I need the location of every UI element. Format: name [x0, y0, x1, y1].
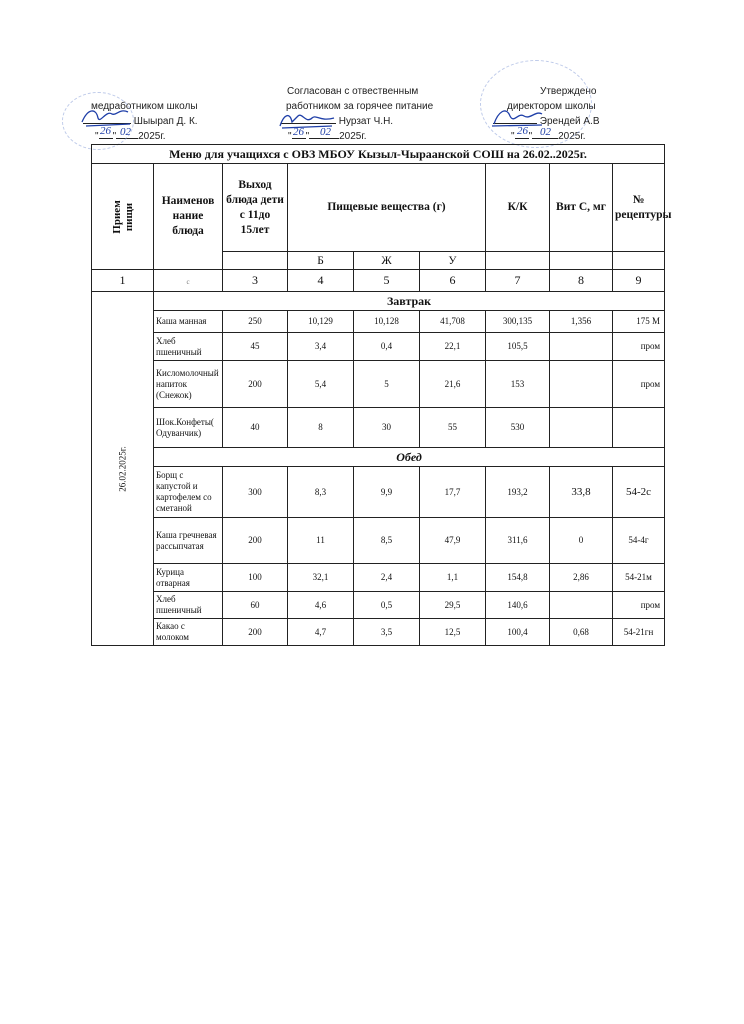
- approval-right-line1: Утверждено: [540, 86, 597, 97]
- menu-title: Меню для учащихся с ОВЗ МБОУ Кызыл-Чыраанской СОШ на 26.02..2025г.: [92, 145, 665, 164]
- table-row: Хлеб пшеничный 60 4,6 0,5 29,5 140,6 пром: [92, 592, 665, 619]
- approval-right-name: Эрендей А.В: [539, 116, 600, 127]
- col-number: 7: [486, 270, 550, 292]
- col-meal-header: Прием пищи: [92, 164, 154, 270]
- approval-center-name: Нурзат Ч.Н.: [338, 116, 394, 127]
- menu-table: [91, 144, 672, 646]
- table-row: Кисломолочный напиток (Снежок) 200 5,4 5 21,6 153 пром: [92, 361, 665, 408]
- approval-left-role: медработником школы: [91, 101, 198, 112]
- table-row: Шок.Конфеты( Одуванчик) 40 8 30 55 530: [92, 408, 665, 448]
- col-kk-header: К/К: [486, 164, 550, 252]
- table-row: Хлеб пшеничный 45 3,4 0,4 22,1 105,5 пром: [92, 333, 665, 361]
- handwritten-right-day: 26: [517, 125, 528, 137]
- approval-right-role: директором школы: [507, 101, 596, 112]
- table-row: Каша манная 250 10,129 10,128 41,708 300,135 1,356 175 М: [92, 311, 665, 333]
- col-number: 1: [92, 270, 154, 292]
- stamp-left: [62, 92, 134, 150]
- handwritten-center-month: 02: [320, 126, 331, 138]
- col-number: 6: [420, 270, 486, 292]
- table-row: Какао с молоком 200 4,7 3,5 12,5 100,4 0,68 54-21гн: [92, 619, 665, 646]
- col-number: 5: [354, 270, 420, 292]
- col-dish-header: Наименов нание блюда: [154, 164, 223, 270]
- col-nutrients-header: Пищевые вещества (г): [288, 164, 486, 252]
- col-u-header: У: [420, 252, 486, 270]
- col-number-stray-mark: c: [154, 270, 223, 292]
- col-number: 4: [288, 270, 354, 292]
- stamp-right: [480, 60, 592, 148]
- col-zh-header: Ж: [354, 252, 420, 270]
- section-breakfast: Завтрак: [154, 292, 665, 311]
- approval-right-date: " " 2025г.: [511, 131, 586, 142]
- col-output-header: Выход блюда дети с 11до 15лет: [223, 164, 288, 252]
- table-row: Курица отварная 100 32,1 2,4 1,1 154,8 2,86 54-21м: [92, 564, 665, 592]
- table-row: Борщ с капустой и картофелем со сметаной 300 8,3 9,9 17,7 193,2 33,8 54-2с: [92, 467, 665, 518]
- empty-cell: [486, 252, 550, 270]
- empty-cell: [613, 252, 665, 270]
- col-b-header: Б: [288, 252, 354, 270]
- handwritten-left-month: 02: [120, 126, 131, 138]
- handwritten-right-month: 02: [540, 126, 551, 138]
- col-recipe-header: № рецептуры: [613, 164, 665, 252]
- col-number: 8: [550, 270, 613, 292]
- approval-left-date: " " 2025г.: [95, 131, 166, 142]
- table-row: Каша гречневая рассыпчатая 200 11 8,5 47,9 311,6 0 54-4г: [92, 518, 665, 564]
- handwritten-left-day: 26: [100, 125, 111, 137]
- approval-center-role: работником за горячее питание: [286, 101, 434, 112]
- meal-date-cell: 26.02.2025г.: [92, 292, 154, 646]
- col-number: 3: [223, 270, 288, 292]
- approval-left-name: Шыырап Д. К.: [133, 116, 198, 127]
- handwritten-center-day: 26: [293, 126, 304, 138]
- approval-center-date: " " 2025г.: [288, 131, 367, 142]
- approval-center-line1: Согласован с отвественным: [287, 86, 419, 97]
- col-vitc-header: Вит С, мг: [550, 164, 613, 252]
- section-lunch: Обед: [154, 448, 665, 467]
- empty-cell: [550, 252, 613, 270]
- empty-cell: [223, 252, 288, 270]
- col-number: 9: [613, 270, 665, 292]
